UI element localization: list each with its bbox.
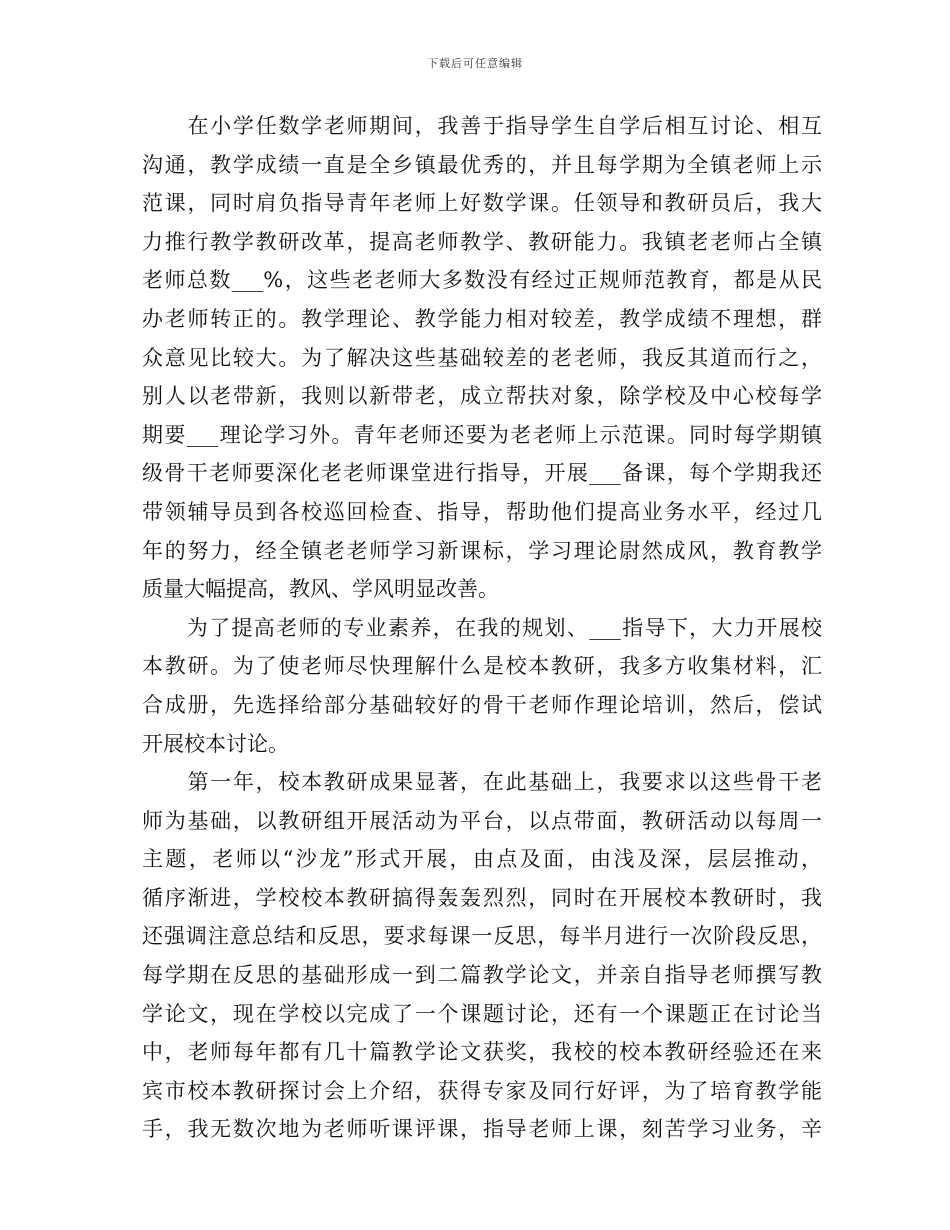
- document-body: [142, 107, 822, 1149]
- text-line: 每学期在反思的基础形成一到二篇教学论文，并亲自指导老师撰写教: [142, 963, 822, 988]
- text-line: 师为基础，以教研组开展活动为平台，以点带面，教研活动以每周一: [142, 808, 822, 833]
- text-line: 还强调注意总结和反思，要求每课一反思，每半月进行一次阶段反思，: [142, 924, 822, 949]
- text-line: 级骨干老师要深化老老师课堂进行指导，开展___备课，每个学期我还: [142, 461, 822, 486]
- text-line: 带领辅导员到各校巡回检查、指导，帮助他们提高业务水平，经过几: [142, 499, 822, 524]
- text-line: 学论文，现在学校以完成了一个课题讨论，还有一个课题正在讨论当: [142, 1001, 822, 1026]
- text-line: 为了提高老师的专业素养，在我的规划、___指导下，大力开展校: [142, 615, 822, 640]
- text-line: 手，我无数次地为老师听课评课，指导老师上课，刻苦学习业务，辛: [142, 1117, 822, 1142]
- text-line: 力推行教学教研改革，提高老师教学、教研能力。我镇老老师占全镇: [142, 229, 822, 254]
- page-header: 下载后可任意编辑: [427, 57, 523, 70]
- text-line: 年的努力，经全镇老老师学习新课标，学习理论尉然成风，教育教学: [142, 538, 822, 563]
- text-line: 第一年，校本教研成果显著，在此基础上，我要求以这些骨干老: [142, 770, 822, 795]
- text-line: 循序渐进，学校校本教研搞得轰轰烈烈，同时在开展校本教研时，我: [142, 885, 822, 910]
- text-line: 老师总数___%，这些老老师大多数没有经过正规师范教育，都是从民: [142, 268, 822, 293]
- text-line: 质量大幅提高，教风、学风明显改善。: [142, 577, 499, 602]
- text-line: 众意见比较大。为了解决这些基础较差的老老师，我反其道而行之，: [142, 345, 822, 370]
- text-line: 中，老师每年都有几十篇教学论文获奖，我校的校本教研经验还在来: [142, 1040, 822, 1065]
- text-line: 宾市校本教研探讨会上介绍，获得专家及同行好评，为了培育教学能: [142, 1078, 822, 1103]
- text-line: 办老师转正的。教学理论、教学能力相对较差，教学成绩不理想，群: [142, 306, 822, 331]
- text-line: 别人以老带新，我则以新带老，成立帮扶对象，除学校及中心校每学: [142, 384, 822, 409]
- text-line: 合成册，先选择给部分基础较好的骨干老师作理论培训，然后，偿试: [142, 692, 822, 717]
- text-line: 开展校本讨论。: [142, 731, 289, 756]
- text-line: 主题，老师以“沙龙”形式开展，由点及面，由浅及深，层层推动，: [142, 847, 822, 872]
- text-line: 期要___理论学习外。青年老师还要为老老师上示范课。同时每学期镇: [142, 422, 822, 447]
- text-line: 在小学任数学老师期间，我善于指导学生自学后相互讨论、相互: [142, 114, 822, 138]
- text-line: 沟通，教学成绩一直是全乡镇最优秀的，并且每学期为全镇老师上示: [142, 152, 822, 177]
- text-line: 范课，同时肩负指导青年老师上好数学课。任领导和教研员后，我大: [142, 191, 822, 216]
- text-line: 本教研。为了使老师尽快理解什么是校本教研，我多方收集材料，汇: [142, 654, 822, 679]
